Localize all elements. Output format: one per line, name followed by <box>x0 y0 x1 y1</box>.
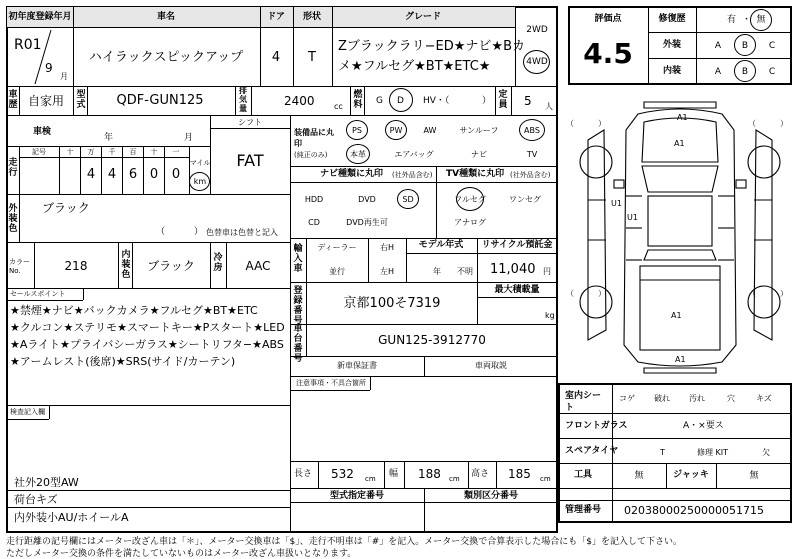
interior-scratch: キズ <box>756 394 772 403</box>
inspection-label: 車検 <box>32 127 52 137</box>
spare-kit: 修理 KIT <box>697 448 729 457</box>
model-year-unknown: 不明 <box>457 267 473 276</box>
height-unit: cm <box>540 475 551 483</box>
jack-label: ジャッキ <box>673 470 709 480</box>
navi-sd: SD <box>402 195 414 204</box>
height-value: 185 <box>508 467 531 481</box>
equip-sub: (純正のみ) <box>294 151 328 159</box>
equip-tv: TV <box>526 150 538 159</box>
spare-missing: 欠 <box>762 448 770 457</box>
mileage-digit-3: 0 <box>149 167 159 182</box>
unit-0: 十 <box>66 148 74 156</box>
diagram-units-4: （ ） <box>748 289 788 298</box>
inspection-month: 月 <box>184 133 194 143</box>
recycle-value: 11,040 <box>490 262 536 277</box>
equip-aw: AW <box>423 126 437 135</box>
equip-pw: PW <box>389 126 403 135</box>
unit-1: 万 <box>87 148 95 156</box>
mileage-digit-4: 0 <box>171 167 181 182</box>
sales-line-4: ★アームレスト(後席)★SRS(サイド/カーテン) <box>10 355 236 368</box>
tv-title: TV種類に丸印 <box>446 169 505 179</box>
ext-a: A <box>714 41 722 51</box>
inspector-line-2: 荷台キズ <box>14 493 58 506</box>
equip-label: 装備品に丸印 <box>294 128 334 148</box>
fuel-g: G <box>376 96 383 106</box>
color-note: 色替車は色替と記入 <box>206 228 278 237</box>
import-dealer: ディーラー <box>317 243 357 252</box>
fuel-label: 燃料 <box>353 90 363 110</box>
tools-label: 工具 <box>574 470 593 480</box>
int-a: A <box>714 67 722 77</box>
ac-label: 冷房 <box>213 253 223 273</box>
navi-hdd: HDD <box>304 195 324 204</box>
mile-label: マイル <box>189 159 211 167</box>
mileage-digit-0: 4 <box>86 167 96 182</box>
glass-value: A・×要ス <box>683 421 724 431</box>
sales-title: セールスポイント <box>10 290 66 298</box>
score-label: 評価点 <box>594 14 622 24</box>
tv-analog: アナログ <box>454 218 486 227</box>
diagram-units-3: （ ） <box>566 289 606 298</box>
repair-yes: 有 <box>727 15 737 25</box>
sales-line-1: ★禁煙★ナビ★バックカメラ★フルセグ★BT★ETC <box>10 304 258 317</box>
width-unit: cm <box>449 475 460 483</box>
unit-4: 十 <box>150 148 158 156</box>
tv-fullseg: フルセグ <box>454 195 486 204</box>
model-label: 型式 <box>76 90 86 110</box>
int-color: ブラック <box>147 259 195 273</box>
shift-value: FAT <box>236 151 264 170</box>
recycle-yen: 円 <box>543 267 551 276</box>
inspector-title: 検査記入欄 <box>10 408 45 416</box>
height-label: 高さ <box>471 469 490 479</box>
interior-burn: コゲ <box>619 394 635 403</box>
reg-number-label: 登録番号 <box>293 286 303 326</box>
color-code: 218 <box>64 259 88 273</box>
diagram-mark-a1-rear: A1 <box>671 311 682 320</box>
diagram-mark-a1-front: A1 <box>677 113 688 122</box>
owner-manual: 車両取説 <box>475 361 507 370</box>
shape-value: T <box>308 50 316 65</box>
max-load-unit: kg <box>545 311 555 320</box>
car-name-label: 車名 <box>156 12 176 22</box>
int-label: 内装 <box>662 66 682 76</box>
color-code-label: カラーNo. <box>9 258 30 275</box>
tv-oneseg: ワンセグ <box>509 195 541 204</box>
navi-cd: CD <box>308 218 320 227</box>
sales-line-2: ★クルコン★ステリモ★スマートキー★Pスタート★LED <box>10 321 285 334</box>
mileage-label: 走行 <box>8 158 18 178</box>
drive-2wd: 2WD <box>526 25 548 35</box>
type-number-label: 型式指定番号 <box>329 491 385 501</box>
usage-value: 自家用 <box>27 94 65 108</box>
repair-sep: ・ <box>742 15 752 25</box>
color-paren-open: （ <box>156 227 166 237</box>
equip-airbag: エアバッグ <box>394 150 434 159</box>
fuel-hv: HV・（ <box>423 96 450 106</box>
inspector-line-1: 社外20型AW <box>14 476 79 489</box>
color-label: 外装色 <box>8 204 18 234</box>
ext-label: 外装 <box>662 40 682 50</box>
reg-era: R01 <box>14 37 42 53</box>
first-reg-label: 初年度登録年月 <box>8 12 72 22</box>
car-name: ハイラックスピックアップ <box>88 50 244 65</box>
capacity-unit: 人 <box>545 102 553 111</box>
diagram-mark-a1-hood: A1 <box>674 139 685 148</box>
ext-b: B <box>741 41 749 51</box>
repair-no: 無 <box>756 15 766 25</box>
recycle-label: リサイクル預託金 <box>481 240 553 250</box>
length-unit: cm <box>365 475 376 483</box>
model-year-label: モデル年式 <box>418 240 464 250</box>
color-paren-close: ） <box>194 227 204 237</box>
tv-title-sub: (社外品含む) <box>510 171 551 179</box>
model-value: QDF-GUN125 <box>116 93 204 108</box>
footer-line-1: 走行距離の記号欄にはメーター改ざん車は「＊」、メーター交換車は「$」、走行不明車は「#」を記入。メーター交換で合算表示した場合にも「$」を記入して下さい。 <box>6 537 682 547</box>
diagram-units-2: （ ） <box>748 119 788 128</box>
interior-label: 室内シート <box>565 391 602 413</box>
diagram-units-1: （ ） <box>566 119 606 128</box>
ext-c: C <box>768 41 776 51</box>
cc-label: 排気量 <box>239 86 247 113</box>
interior-hole: 穴 <box>727 394 735 403</box>
spare-label: スペアタイヤ <box>565 446 619 456</box>
equip-navi: ナビ <box>471 150 487 159</box>
import-parallel: 並行 <box>329 267 345 276</box>
shift-label: シフト <box>238 118 262 127</box>
equip-abs: ABS <box>524 126 540 135</box>
mileage-digit-2: 6 <box>128 167 138 182</box>
interior-stain: 汚れ <box>689 394 705 403</box>
drive-4wd: 4WD <box>526 57 548 67</box>
navi-dvd-play: DVD再生可 <box>346 218 388 227</box>
inspection-year: 年 <box>104 133 114 143</box>
inspector-line-3: 内外装小AU/ホイールA <box>14 511 129 524</box>
reg-month: 9 <box>45 61 53 75</box>
footer-line-2: ただしメーター交換の条件を満たしていないものはメーター改ざん車扱いとなります。 <box>6 549 357 559</box>
diagram-mark-a1-back: A1 <box>675 355 686 364</box>
grade-label: グレード <box>404 12 442 22</box>
grade-line-1: Zブラックラリ−ED★ナビ★Bカ <box>338 39 525 54</box>
diagram-mark-u1-left: U1 <box>611 199 622 208</box>
grade-line-2: メ★フルセグ★BT★ETC★ <box>338 59 491 74</box>
import-label: 輸入車 <box>293 244 303 274</box>
usage-label: 車歴 <box>8 90 18 110</box>
capacity-value: 5 <box>524 94 532 108</box>
spare-t: T <box>660 448 665 457</box>
unit-5: 一 <box>172 148 180 156</box>
length-label: 長さ <box>294 469 313 479</box>
score-value: 4.5 <box>583 37 633 70</box>
fuel-d: D <box>397 96 404 106</box>
diagram-mark-u1-right: U1 <box>627 213 638 222</box>
reg-number: 京都100そ7319 <box>343 296 441 311</box>
equip-leather: 本革 <box>350 150 366 159</box>
width-value: 188 <box>418 467 441 481</box>
navi-dvd: DVD <box>358 195 376 204</box>
km-label: km <box>193 177 207 186</box>
navi-title-sub: (社外品含む) <box>392 171 433 179</box>
mileage-sub: 記号 <box>32 148 46 156</box>
door-count: 4 <box>271 50 281 65</box>
chassis-label: 車台番号 <box>293 324 303 364</box>
equip-ps: PS <box>352 126 362 135</box>
length-value: 532 <box>331 467 354 481</box>
unit-3: 百 <box>129 148 137 156</box>
int-b: B <box>741 67 749 77</box>
class-number-label: 類別区分番号 <box>463 491 519 501</box>
unit-2: 千 <box>108 148 116 156</box>
color-value: ブラック <box>42 201 90 215</box>
navi-title: ナビ種類に丸印 <box>320 169 384 179</box>
new-warranty: 新車保証書 <box>337 361 377 370</box>
tools-value: 無 <box>634 471 644 481</box>
capacity-label: 定員 <box>498 90 508 110</box>
jack-value: 無 <box>749 471 759 481</box>
shape-label: 形状 <box>302 12 322 22</box>
cc-unit: cc <box>334 102 343 111</box>
mgmt-number: 02038000250000051715 <box>624 504 764 517</box>
chassis-number: GUN125-3912770 <box>378 333 486 347</box>
int-color-label: 内装色 <box>121 250 131 280</box>
import-right: 右H <box>379 243 395 252</box>
cc-value: 2400 <box>284 94 315 108</box>
door-label: ドア <box>267 12 285 22</box>
repair-label: 修復歴 <box>658 14 686 24</box>
interior-tear: 破れ <box>654 394 670 403</box>
import-left: 左H <box>379 267 395 276</box>
int-c: C <box>768 67 776 77</box>
equip-sunroof: サンルーフ <box>459 126 499 135</box>
model-year-unit: 年 <box>433 267 441 276</box>
max-load-label: 最大積載量 <box>494 285 540 295</box>
glass-label: フロントガラス <box>565 421 628 431</box>
mgmt-label: 管理番号 <box>565 505 602 515</box>
fuel-close: ） <box>482 96 492 106</box>
reg-month-unit: 月 <box>60 72 68 81</box>
mileage-digit-1: 4 <box>107 167 117 182</box>
ac-value: AAC <box>245 259 271 273</box>
width-label: 幅 <box>389 469 399 479</box>
notes-label: 注意事項・不具合箇所 <box>296 379 366 387</box>
sales-line-3: ★Aライト★プライバシーガラス★シートリフタ−★ABS <box>10 338 284 351</box>
